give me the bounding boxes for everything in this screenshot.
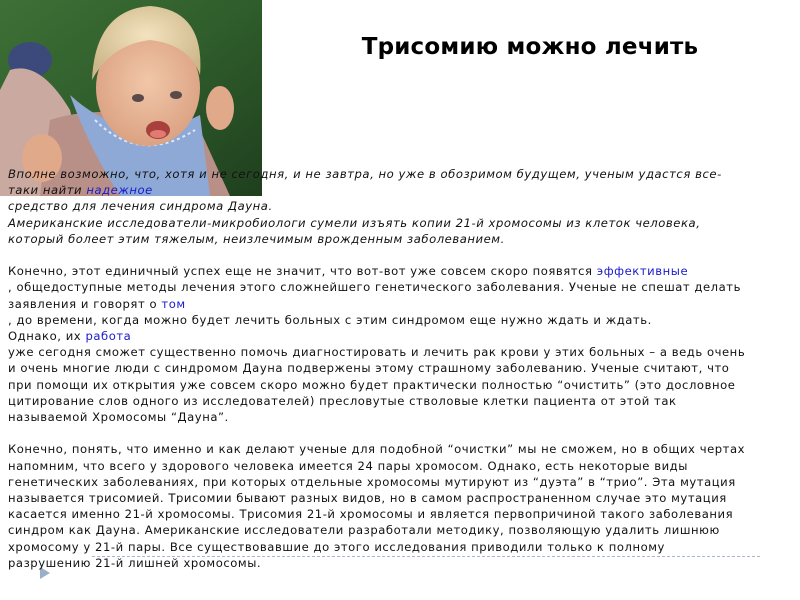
- link-tom[interactable]: том: [161, 296, 186, 311]
- body-line: , до времени, когда можно будет лечить больных с этим синдромом еще нужно ждать и ждать.: [8, 312, 652, 327]
- intro-line: который болеет этим тяжелым, неизлечимым врожденным заболеванием.: [8, 231, 505, 246]
- body-line: при помощи их открытия уже совсем скоро можно будет практически полностью “очистить” (это дословное: [8, 377, 736, 392]
- body-line: , общедоступные методы лечения этого сложнейшего генетического заболевания. Ученые не спешат делать: [8, 280, 741, 295]
- body-text: Конечно, этот единичный успех еще не значит, что вот-вот уже совсем скоро появятся: [8, 264, 597, 279]
- paragraph-trisomy: [8, 441, 798, 571]
- link-nadezhnoe[interactable]: надежное: [86, 183, 153, 198]
- paragraph-spacer: [8, 247, 798, 263]
- body-line: [8, 296, 798, 312]
- body-line: разрушению 21-й лишней хромосомы.: [8, 555, 262, 570]
- link-effektivnye[interactable]: эффективные: [596, 264, 689, 279]
- body-line: [8, 263, 798, 279]
- body-text: заявления и говорят о: [8, 296, 162, 311]
- paragraph-progress: [8, 263, 798, 425]
- paragraph-spacer: [8, 425, 798, 441]
- intro-line: средство для лечения синдрома Дауна.: [8, 199, 273, 214]
- body-line: и очень многие люди с синдромом Дауна подвержены этому страшному заболеванию. Ученые считают, что: [8, 361, 730, 376]
- body-line: цитирование слов одного из исследователей) пресловутые стволовые клетки пациента от этой так: [8, 393, 677, 408]
- body-line: называется трисомией. Трисомии бывают разных видов, но в самом распространенном случае это мутация: [8, 491, 727, 506]
- body-line: Конечно, понять, что именно и как делают ученые для подобной “очистки” мы не сможем, но в общих чертах: [8, 442, 746, 457]
- intro-line: [8, 182, 798, 198]
- paragraph-intro: [8, 166, 798, 247]
- body-line: генетических заболеваниях, при которых отдельные хромосомы мутируют из “дуэта” в “трио”. Эта мутация: [8, 474, 736, 489]
- intro-line: Американские исследователи-микробиологи сумели изъять копии 21-й хромосомы из клеток человека,: [8, 215, 701, 230]
- body-line: [8, 328, 798, 344]
- body-text: Однако, их: [8, 329, 86, 344]
- body-line: хромосому у 21-й пары. Все существовавшие до этого исследования приводили только к полному: [8, 539, 665, 554]
- body-line: касается именно 21-й хромосомы. Трисомия 21-й хромосомы и является первопричиной такого заболевания: [8, 507, 734, 522]
- intro-text: таки найти: [8, 183, 87, 198]
- body-line: синдром как Дауна. Американские исследователи разработали методику, позволяющую удалить лишнюю: [8, 523, 720, 538]
- body-line: напомним, что всего у здорового человека имеется 24 пары хромосом. Однако, есть некоторые виды: [8, 458, 688, 473]
- body-line: называемой Хромосомы “Дауна”.: [8, 410, 229, 425]
- body-line: уже сегодня сможет существенно помочь диагностировать и лечить рак крови у этих больных – а ведь очень: [8, 345, 746, 360]
- article-body: [8, 166, 798, 571]
- intro-line: Вполне возможно, что, хотя и не сегодня, и не завтра, но уже в обозримом будущем, ученым удастся все-: [8, 167, 722, 181]
- slide-title: Трисомию можно лечить: [361, 34, 699, 60]
- link-rabota[interactable]: работа: [85, 329, 132, 344]
